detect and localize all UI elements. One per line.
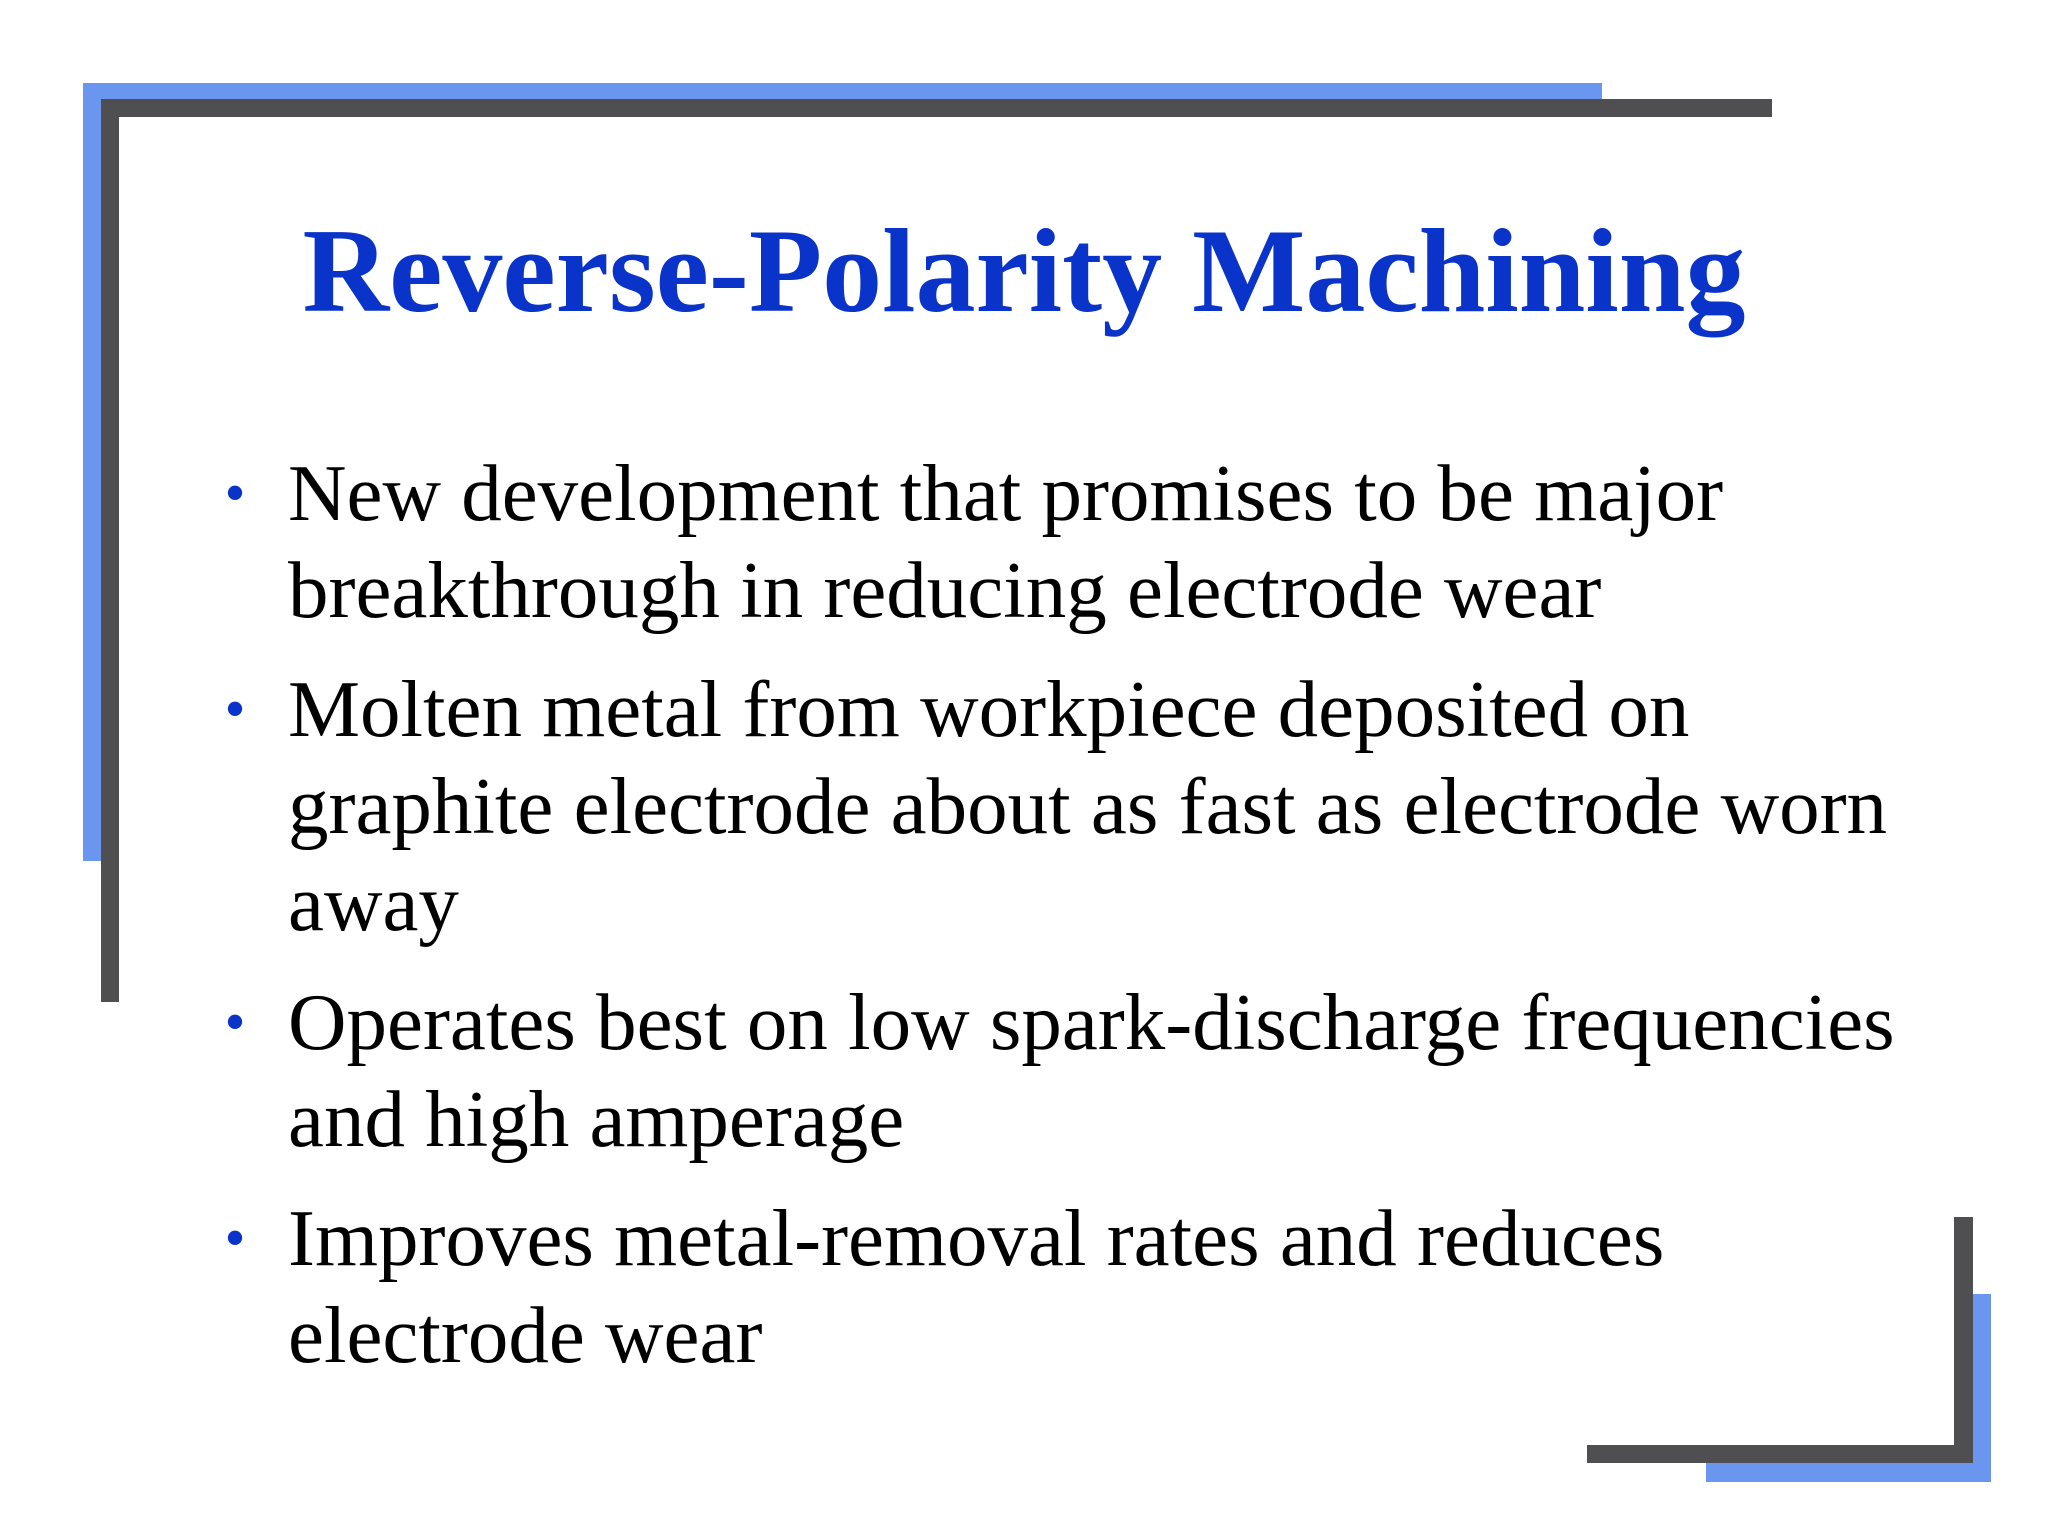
bullet-item bbox=[210, 974, 1970, 1168]
bullet-item bbox=[210, 1190, 1970, 1384]
bullet-item bbox=[210, 445, 1970, 639]
bullet-list bbox=[210, 445, 1970, 1406]
bullet-text: Molten metal from workpiece deposited on graphite electrode about as fast as electrode worn away bbox=[288, 664, 1888, 948]
bullet-dot-icon: • bbox=[224, 676, 246, 742]
frame-bottom-gray-bar bbox=[1587, 1445, 1973, 1463]
bullet-item bbox=[210, 661, 1970, 952]
frame-top-gray-bar bbox=[101, 99, 1772, 117]
bullet-text: New development that promises to be major breakthrough in reducing electrode wear bbox=[288, 448, 1724, 635]
bullet-dot-icon: • bbox=[224, 1205, 246, 1271]
bullet-dot-icon: • bbox=[224, 989, 246, 1055]
slide-title: Reverse-Polarity Machining bbox=[302, 204, 1746, 337]
frame-right-blue-bar bbox=[1971, 1294, 1991, 1482]
bullet-text: Improves metal-removal rates and reduces electrode wear bbox=[288, 1193, 1665, 1380]
bullet-text: Operates best on low spark-discharge frequencies and high amperage bbox=[288, 977, 1895, 1164]
bullet-dot-icon: • bbox=[224, 460, 246, 526]
frame-left-blue-bar bbox=[83, 83, 101, 861]
